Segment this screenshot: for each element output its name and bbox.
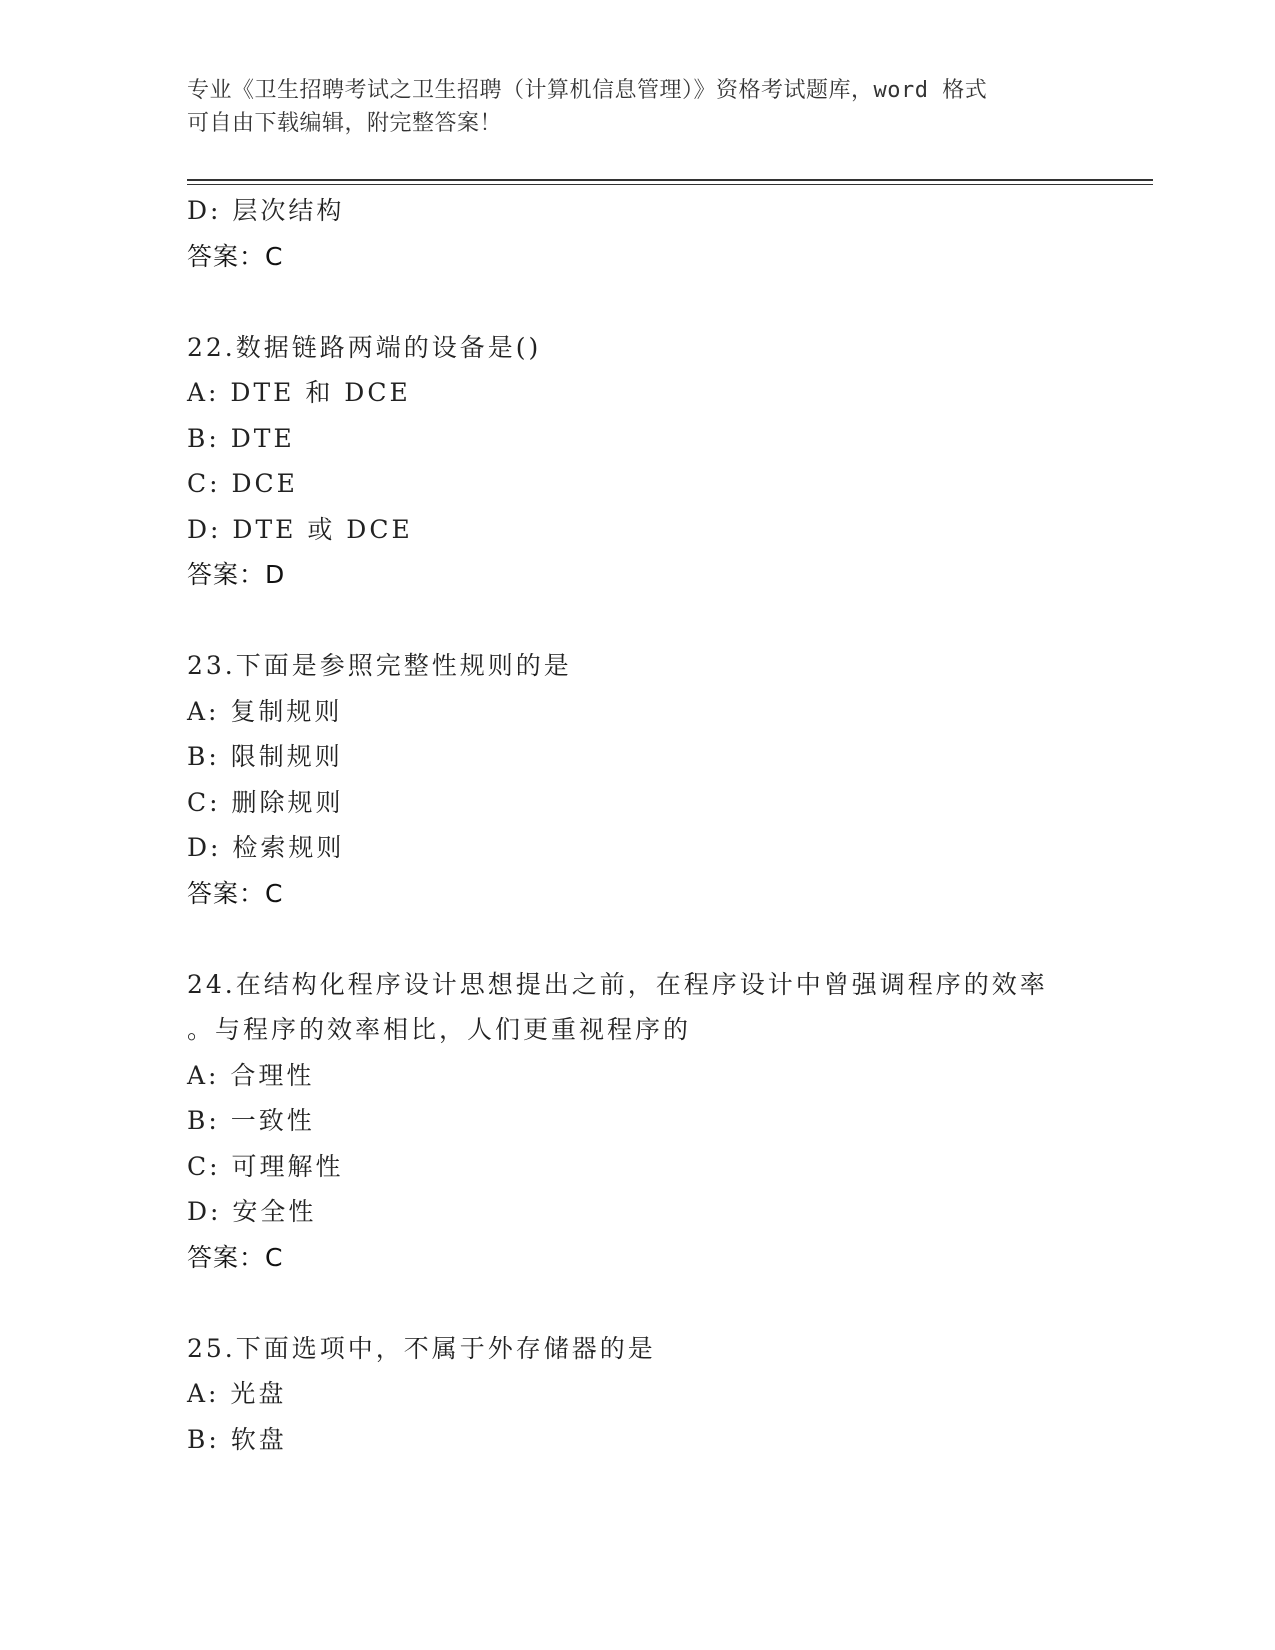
spacer: [187, 598, 1087, 644]
option-d: D: 层次结构: [187, 196, 345, 225]
question-stem: 24.在结构化程序设计思想提出之前，在程序设计中曾强调程序的效率: [187, 969, 1048, 999]
option-b: B: 限制规则: [187, 742, 343, 771]
option-c: C: DCE: [187, 469, 298, 498]
header-divider-thick: [187, 179, 1153, 181]
spacer: [187, 1280, 1087, 1326]
option-b: B: DTE: [187, 423, 295, 453]
answer-line: 答案：C: [187, 241, 284, 271]
question-list: [187, 188, 1087, 1462]
spacer: [187, 916, 1087, 962]
option-c: C: 删除规则: [187, 787, 344, 817]
spacer: [187, 279, 1087, 325]
question-stem: 23.下面是参照完整性规则的是: [187, 651, 572, 680]
option-a: A: 光盘: [187, 1379, 287, 1408]
option-a: A: DTE 和 DCE: [187, 378, 411, 407]
option-b: B: 一致性: [187, 1106, 315, 1135]
answer-line: 答案：C: [187, 1242, 284, 1272]
answer-line: 答案：C: [187, 878, 284, 908]
document-header: [187, 74, 1067, 140]
answer-line: 答案：D: [187, 560, 286, 589]
question-stem: 25.下面选项中，不属于外存储器的是: [187, 1333, 656, 1363]
option-a: A: 合理性: [187, 1060, 315, 1090]
option-d: D: 检索规则: [187, 833, 345, 862]
option-a: A: 复制规则: [187, 696, 343, 726]
option-b: B: 软盘: [187, 1424, 287, 1454]
option-d: D: 安全性: [187, 1197, 317, 1226]
question-stem: 22.数据链路两端的设备是(): [187, 332, 542, 362]
option-c: C: 可理解性: [187, 1151, 344, 1181]
header-line-2: 可自由下载编辑，附完整答案！: [187, 111, 503, 136]
header-line-1: 专业《卫生招聘考试之卫生招聘（计算机信息管理）》资格考试题库，word 格式: [187, 78, 988, 103]
option-d: D: DTE 或 DCE: [187, 514, 413, 544]
header-divider-thin: [187, 184, 1153, 185]
question-stem-continued: 。与程序的效率相比，人们更重视程序的: [187, 1015, 692, 1044]
